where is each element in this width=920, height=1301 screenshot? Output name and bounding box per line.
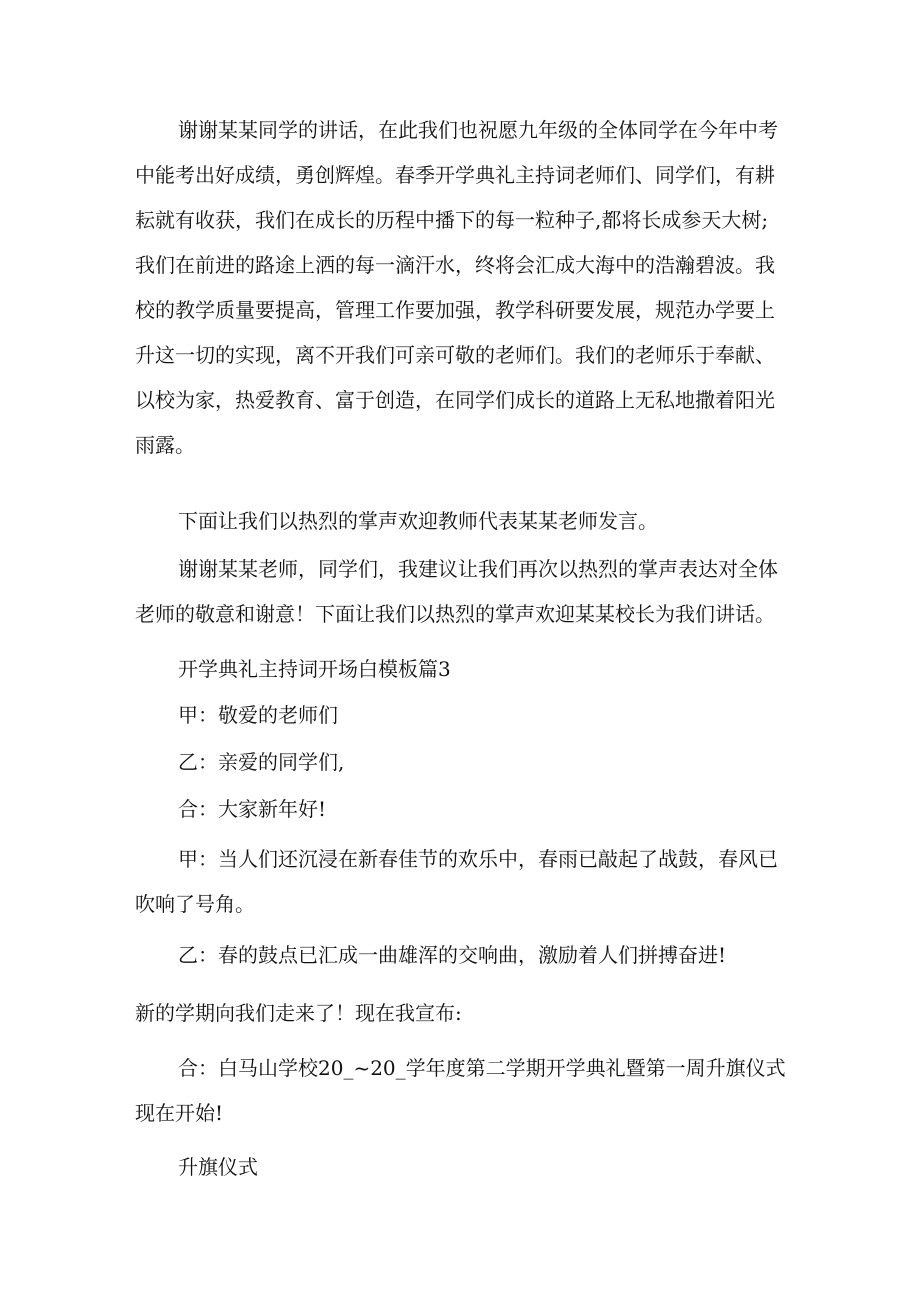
text-line: 乙：亲爱的同学们, xyxy=(178,750,345,774)
text-line: 甲：当人们还沉浸在新春佳节的欢乐中，春雨已敲起了战鼓，春风已 xyxy=(178,847,778,871)
text-line: 升这一切的实现，离不开我们可亲可敬的老师们。我们的老师乐于奉献、 xyxy=(135,343,775,367)
text-line: 中能考出好成绩，勇创辉煌。春季开学典礼主持词老师们、同学们，有耕 xyxy=(135,163,775,187)
text-line: 乙：春的鼓点已汇成一曲雄浑的交响曲，激励着人们拼搏奋进! xyxy=(178,943,727,967)
text-line: 合：白马山学校20_~20_学年度第二学期开学典礼暨第一周升旗仪式 xyxy=(178,1056,786,1080)
text-line: 谢谢某某老师，同学们，我建议让我们再次以热烈的掌声表达对全体 xyxy=(178,557,778,581)
text-line: 开学典礼主持词开场白模板篇3 xyxy=(178,657,451,681)
text-line: 新的学期向我们走来了！现在我宣布: xyxy=(135,1001,462,1025)
text-line: 我们在前进的路途上洒的每一滴汗水，终将会汇成大海中的浩瀚碧波。我 xyxy=(135,253,775,277)
text-line: 合：大家新年好! xyxy=(178,797,327,821)
text-line: 耘就有收获，我们在成长的历程中播下的每一粒种子,都将长成参天大树; xyxy=(135,208,769,232)
text-line: 升旗仪式 xyxy=(178,1155,258,1179)
text-line: 以校为家，热爱教育、富于创造，在同学们成长的道路上无私地撒着阳光 xyxy=(135,388,775,412)
text-line: 现在开始! xyxy=(135,1101,224,1125)
text-line: 雨露。 xyxy=(135,433,195,457)
text-line: 老师的敬意和谢意！下面让我们以热烈的掌声欢迎某某校长为我们讲话。 xyxy=(135,602,775,626)
text-line: 吹响了号角。 xyxy=(135,892,255,916)
text-line: 下面让我们以热烈的掌声欢迎教师代表某某老师发言。 xyxy=(178,509,658,533)
text-line: 谢谢某某同学的讲话，在此我们也祝愿九年级的全体同学在今年中考 xyxy=(178,118,778,142)
text-line: 校的教学质量要提高，管理工作要加强，教学科研要发展，规范办学要上 xyxy=(135,298,775,322)
text-line: 甲：敬爱的老师们 xyxy=(178,703,338,727)
